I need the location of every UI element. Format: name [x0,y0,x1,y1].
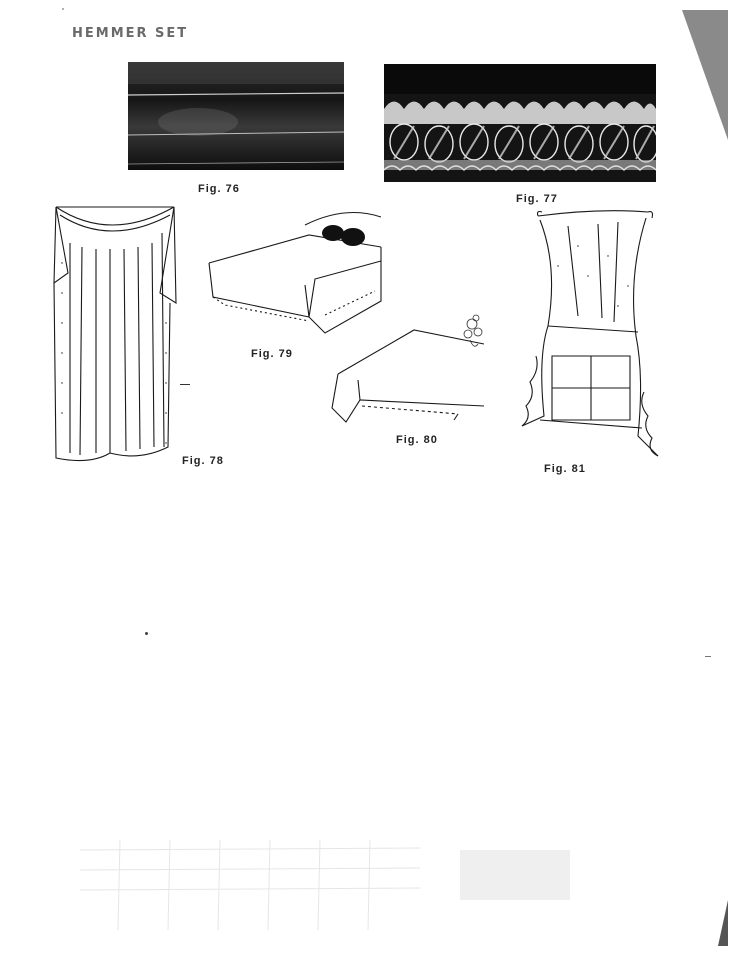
fig78-illustration [50,203,180,468]
fig78-caption: Fig. 78 [182,455,224,467]
fig76-photo [128,62,344,170]
fig81-illustration [518,206,664,466]
faint-bleed-through [0,820,738,954]
fig77-lace-image [384,64,656,182]
bleed-through-texture [0,820,738,954]
fig78-curtain-drawing [50,203,180,468]
scan-corner-shape [682,10,728,140]
scan-speck [62,8,64,10]
page-heading: HEMMER SET [72,26,189,41]
scan-speck [705,656,711,657]
fig81-window-drawing [518,206,664,466]
fig80-caption: Fig. 80 [396,434,438,446]
fig79-caption: Fig. 79 [251,348,293,360]
fig76-hem-image [128,62,344,170]
scan-speck [145,632,148,635]
fig78-dash [180,384,190,385]
fig77-photo [384,64,656,182]
fig77-caption: Fig. 77 [516,193,558,205]
fig81-caption: Fig. 81 [544,463,586,475]
fig80-table-drawing [328,310,488,430]
scan-corner-shadow [682,10,728,140]
fig76-caption: Fig. 76 [198,183,240,195]
fig80-illustration [328,310,488,430]
